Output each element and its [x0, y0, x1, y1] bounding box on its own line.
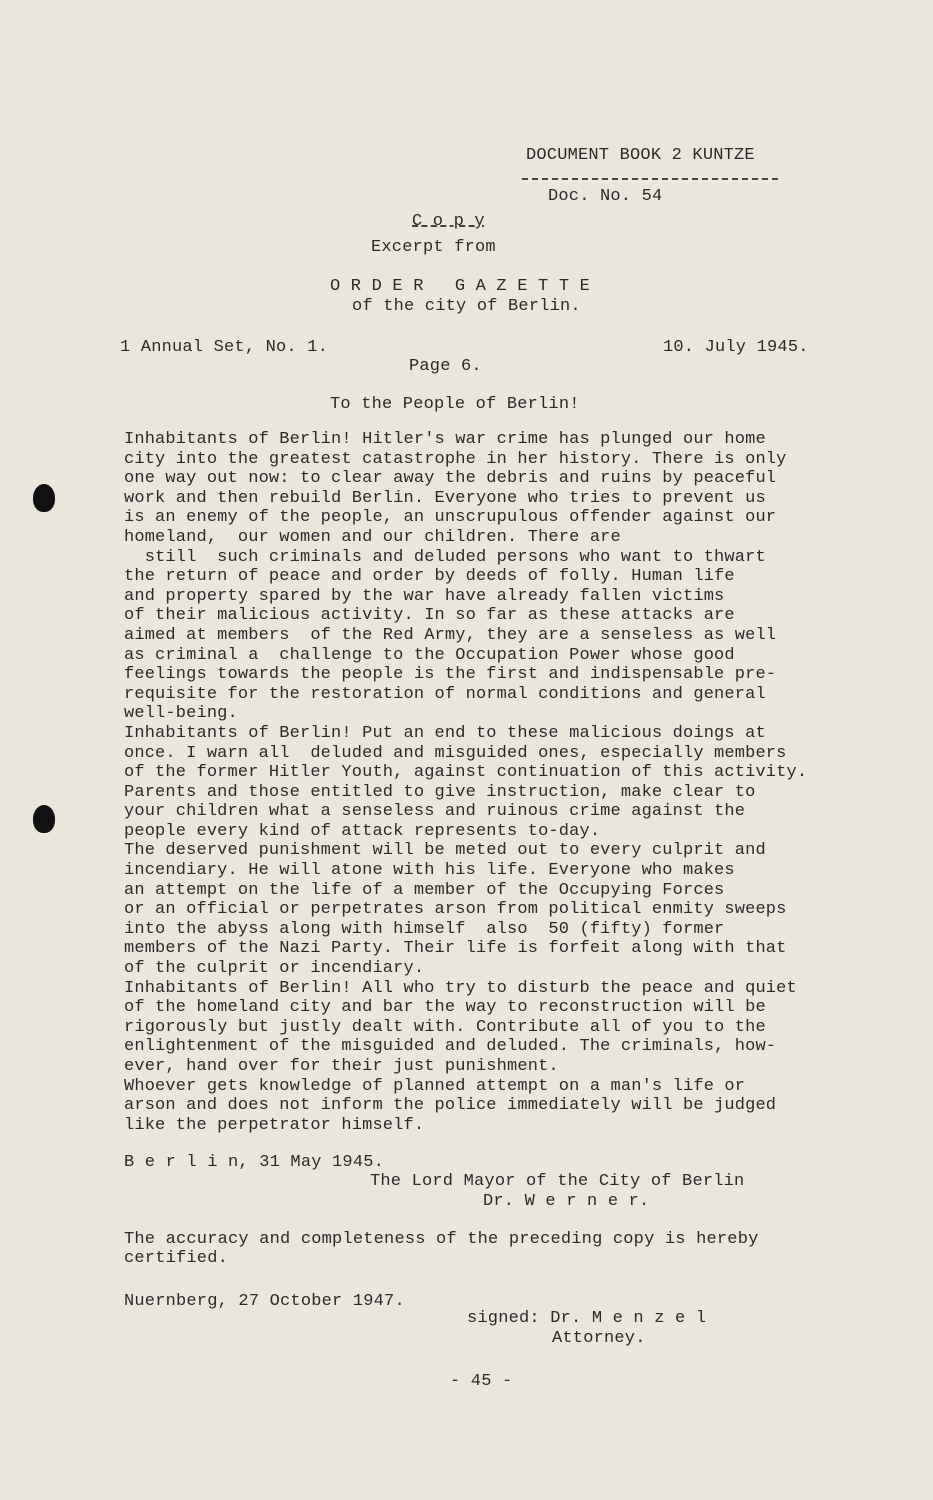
- body-line: people every kind of attack represents to-day.: [124, 821, 601, 841]
- punch-hole-top: [33, 484, 55, 512]
- gazette-date: 10. July 1945.: [663, 338, 809, 357]
- body-line: one way out now: to clear away the debris and ruins by peaceful: [124, 469, 777, 489]
- body-line: your children what a senseless and ruinous crime against the: [124, 802, 746, 822]
- body-line: Parents and those entitled to give instruction, make clear to: [124, 782, 756, 802]
- certification-place-date: Nuernberg, 27 October 1947.: [124, 1292, 405, 1311]
- page-number: - 45 -: [450, 1372, 513, 1391]
- body-line: enlightenment of the misguided and deluded. The criminals, how-: [124, 1037, 777, 1057]
- body-line: of their malicious activity. In so far as these attacks are: [124, 606, 735, 626]
- body-line: Inhabitants of Berlin! Put an end to these malicious doings at: [124, 723, 766, 743]
- proclamation-body: [124, 430, 894, 1135]
- body-line: Whoever gets knowledge of planned attempt on a man's life or: [124, 1076, 746, 1096]
- gazette-title: O R D E R G A Z E T T E: [330, 277, 591, 296]
- attorney-role: Attorney.: [552, 1329, 646, 1348]
- punch-hole-bottom: [33, 805, 55, 833]
- body-line: Inhabitants of Berlin! Hitler's war crime has plunged our home: [124, 430, 766, 449]
- body-line: of the former Hitler Youth, against continuation of this activity.: [124, 763, 808, 783]
- body-line: requisite for the restoration of normal conditions and general: [124, 684, 766, 704]
- body-line: once. I warn all deluded and misguided ones, especially members: [124, 743, 787, 763]
- body-line: the return of peace and order by deeds of folly. Human life: [124, 567, 735, 587]
- body-line: as criminal a challenge to the Occupation Power whose good: [124, 645, 735, 665]
- body-line: well-being.: [124, 704, 238, 724]
- body-line: of the homeland city and bar the way to reconstruction will be: [124, 998, 766, 1018]
- body-line: aimed at members of the Red Army, they are a senseless as well: [124, 625, 777, 645]
- body-line: an attempt on the life of a member of the Occupying Forces: [124, 880, 725, 900]
- body-line: work and then rebuild Berlin. Everyone who tries to prevent us: [124, 488, 766, 508]
- salutation: To the People of Berlin!: [330, 395, 580, 414]
- signing-place-date: B e r l i n, 31 May 1945.: [124, 1153, 385, 1172]
- body-line: like the perpetrator himself.: [124, 1115, 425, 1135]
- mayor-name: Dr. W e r n e r.: [483, 1192, 650, 1211]
- body-line: homeland, our women and our children. There are: [124, 527, 621, 547]
- body-line: The deserved punishment will be meted out to every culprit and: [124, 841, 766, 861]
- certification-line-1: The accuracy and completeness of the preceding copy is hereby: [124, 1230, 759, 1249]
- mayor-title: The Lord Mayor of the City of Berlin: [370, 1172, 745, 1191]
- body-line: is an enemy of the people, an unscrupulous offender against our: [124, 508, 777, 528]
- body-line: Inhabitants of Berlin! All who try to disturb the peace and quiet: [124, 978, 797, 998]
- body-line: into the abyss along with himself also 50 (fifty) former: [124, 919, 725, 939]
- header-divider: [522, 178, 778, 180]
- page-ref: Page 6.: [409, 357, 482, 376]
- signed-by: signed: Dr. M e n z e l: [467, 1309, 707, 1328]
- body-line: still such criminals and deluded persons who want to thwart: [124, 547, 766, 567]
- body-line: incendiary. He will atone with his life. Everyone who makes: [124, 861, 735, 881]
- body-line: rigorously but justly dealt with. Contribute all of you to the: [124, 1017, 766, 1037]
- gazette-city: of the city of Berlin.: [352, 297, 581, 316]
- copy-label: C o p y: [412, 212, 485, 231]
- body-line: arson and does not inform the police immediately will be judged: [124, 1096, 777, 1116]
- body-line: or an official or perpetrates arson from political enmity sweeps: [124, 900, 787, 920]
- doc-number: Doc. No. 54: [548, 187, 663, 206]
- body-line: of the culprit or incendiary.: [124, 959, 425, 979]
- body-line: and property spared by the war have already fallen victims: [124, 586, 725, 606]
- excerpt-label: Excerpt from: [371, 238, 496, 257]
- certification-line-2: certified.: [124, 1249, 229, 1268]
- body-line: ever, hand over for their just punishment.: [124, 1057, 559, 1076]
- body-line: feelings towards the people is the first and indispensable pre-: [124, 665, 777, 685]
- body-line: members of the Nazi Party. Their life is forfeit along with that: [124, 939, 787, 959]
- body-line: city into the greatest catastrophe in her history. There is only: [124, 449, 787, 469]
- annual-set: 1 Annual Set, No. 1.: [120, 338, 329, 357]
- document-book-label: DOCUMENT BOOK 2 KUNTZE: [526, 146, 755, 165]
